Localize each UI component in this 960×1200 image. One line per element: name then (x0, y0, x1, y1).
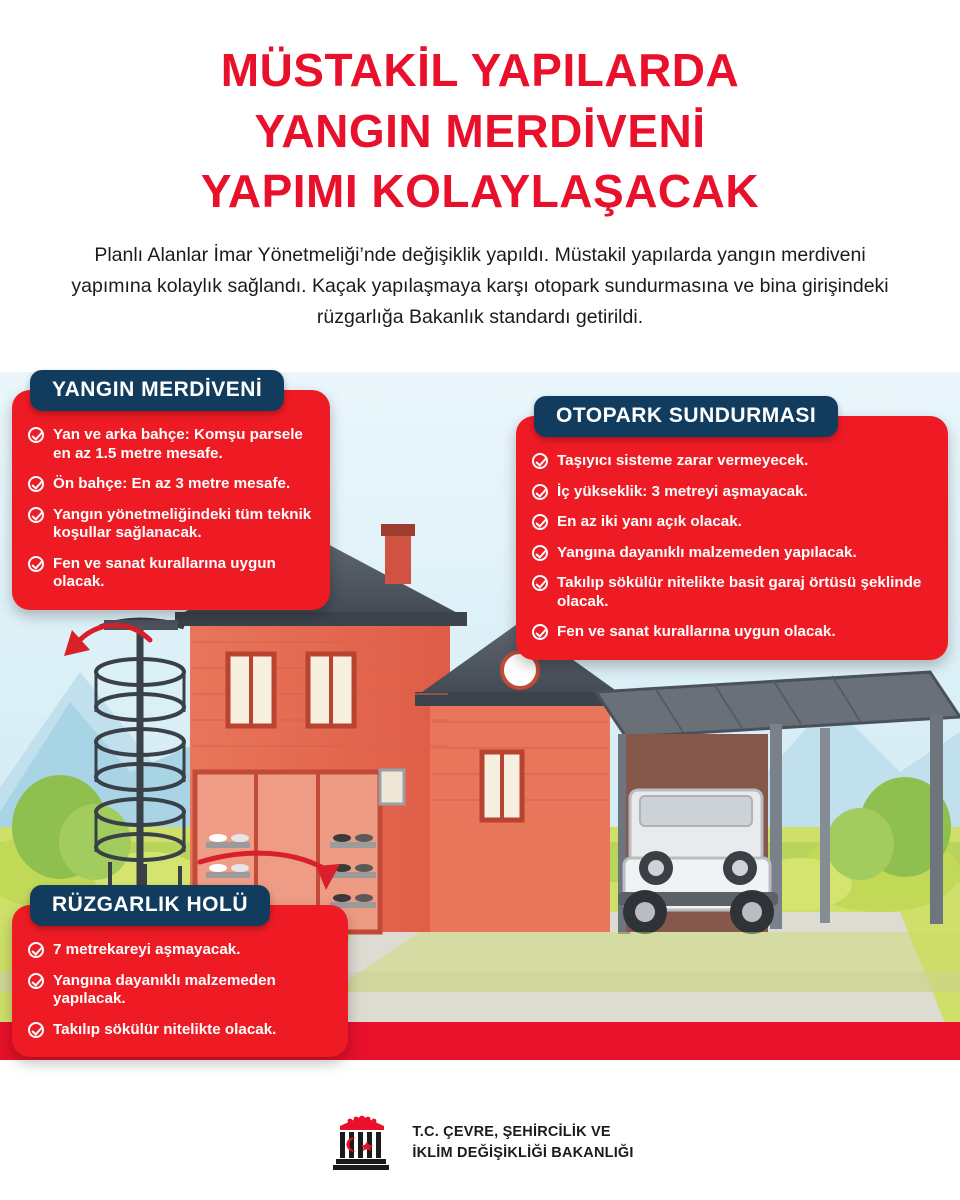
card-title-yangin-merdiveni: YANGIN MERDİVENİ (30, 370, 284, 411)
list-item-label: Takılıp sökülür nitelikte olacak. (53, 1020, 277, 1038)
list-item (28, 941, 330, 960)
header (0, 0, 960, 333)
side-window-right (482, 752, 522, 820)
check-icon (532, 545, 548, 561)
check-icon (28, 1022, 44, 1038)
list-item (532, 483, 930, 502)
check-icon (532, 514, 548, 530)
ministry-emblem-icon (326, 1112, 398, 1174)
list-item-label: Yangına dayanıklı malzemeden yapılacak. (557, 543, 857, 561)
list-item (28, 506, 312, 543)
footer-line-1: T.C. ÇEVRE, ŞEHİRCİLİK VE (412, 1124, 611, 1141)
check-icon (532, 484, 548, 500)
check-icon (532, 453, 548, 469)
check-icon (28, 476, 44, 492)
list-item-label: Fen ve sanat kurallarına uygun olacak. (557, 623, 836, 641)
card-list-ruzgarlik-holu (28, 941, 330, 1039)
list-item-label: Yangın yönetmeliğindeki tüm teknik koşullar sağlanacak. (53, 505, 312, 542)
list-item-label: En az iki yanı açık olacak. (557, 513, 742, 531)
page-subtitle: Planlı Alanlar İmar Yönetmeliği’nde değişiklik yapıldı. Müstakil yapılarda yangın merdiveni yapımına kolaylık sağlandı. Kaçak yapılaşmaya karşı otopark sundurmasına ve bina girişindeki rüzgarlığa Bakanlık standardı getirildi. (71, 244, 889, 328)
list-item (532, 452, 930, 471)
upper-window-1 (228, 654, 274, 726)
list-item-label: Fen ve sanat kurallarına uygun olacak. (53, 554, 276, 591)
check-icon (532, 624, 548, 640)
check-icon (28, 973, 44, 989)
card-yangin-merdiveni (12, 378, 330, 610)
list-item-label: 7 metrekareyi aşmayacak. (53, 941, 241, 958)
list-item (532, 623, 930, 642)
carport-post-3 (930, 714, 943, 924)
list-item (532, 544, 930, 563)
check-icon (28, 507, 44, 523)
list-item-label: Taşıyıcı sisteme zarar vermeyecek. (557, 452, 809, 469)
card-list-otopark-sundurmasi (532, 452, 930, 642)
upper-window-2 (308, 654, 354, 726)
list-item (28, 555, 312, 592)
card-title-ruzgarlik-holu: RÜZGARLIK HOLÜ (30, 885, 270, 926)
page-title-line-1: MÜSTAKİL YAPILARDA (220, 44, 740, 96)
card-list-yangin-merdiveni (28, 426, 312, 592)
card-title-otopark-sundurmasi: OTOPARK SUNDURMASI (534, 396, 838, 437)
list-item (28, 426, 312, 463)
footer-line-2: İKLİM DEĞİŞİKLİĞİ BAKANLIĞI (412, 1145, 634, 1161)
check-icon (28, 427, 44, 443)
list-item-label: Ön bahçe: En az 3 metre mesafe. (53, 475, 291, 493)
chimney (385, 532, 411, 584)
chimney-cap (381, 524, 415, 536)
check-icon (28, 942, 44, 958)
list-item-label: Takılıp sökülür nitelikte basit garaj örtüsü şeklinde olacak. (557, 574, 922, 610)
check-icon (532, 575, 548, 591)
list-item (532, 513, 930, 532)
list-item (28, 475, 312, 494)
footer (0, 1112, 960, 1174)
card-ruzgarlik-holu (12, 893, 348, 1057)
page-title-line-2: YANGIN MERDİVENİ (254, 104, 706, 157)
list-item-label: Yan ve arka bahçe: Komşu parsele en az 1.5 metre mesafe. (53, 426, 303, 462)
page-title-line-3: YAPIMI KOLAYLAŞACAK (200, 165, 760, 218)
carport-post-4 (820, 728, 830, 923)
list-item (28, 972, 330, 1009)
house-left-eave (175, 612, 467, 626)
list-item-label: Yangına dayanıklı malzemeden yapılacak. (53, 971, 276, 1008)
footer-ministry-name (412, 1122, 633, 1163)
lawn-strip (330, 932, 960, 992)
check-icon (28, 556, 44, 572)
list-item-label: İç yükseklik: 3 metreyi aşmayacak. (557, 482, 808, 500)
wall-panel-box (380, 770, 404, 804)
list-item (28, 1021, 330, 1040)
card-otopark-sundurmasi (516, 404, 948, 660)
list-item (532, 574, 930, 611)
